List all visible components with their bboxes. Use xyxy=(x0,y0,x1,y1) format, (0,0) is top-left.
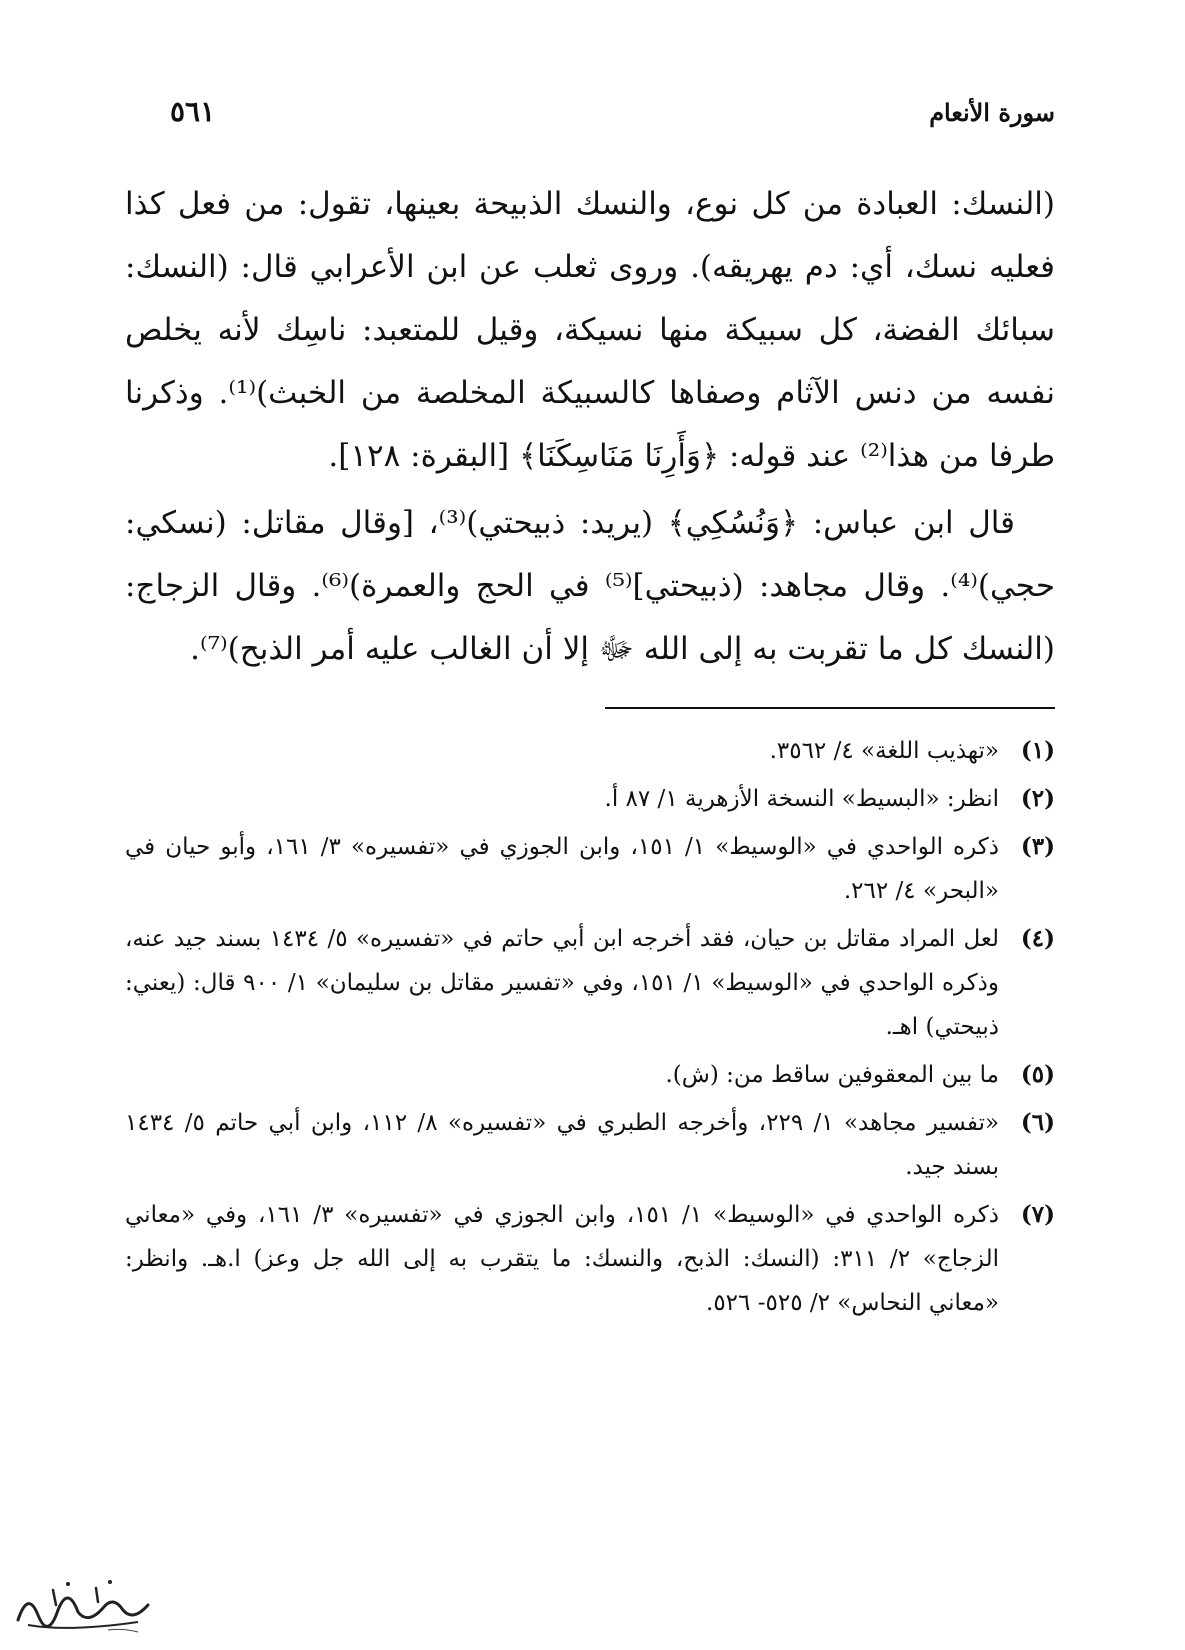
footnote xyxy=(125,777,1055,821)
footnote-number: (٢) xyxy=(1020,785,1055,812)
footnote-text: «تفسير مجاهد» ١/ ٢٢٩، وأخرجه الطبري في «تفسيره» ٨/ ١١٢، وابن أبي حاتم ٥/ ١٤٣٤ بسند جيد. xyxy=(125,1110,1000,1180)
footnote xyxy=(125,1101,1055,1189)
page-number: ٥٦١ xyxy=(170,95,216,128)
footnote-text: انظر: «البسيط» النسخة الأزهرية ١/ ٨٧ أ. xyxy=(604,786,999,812)
book-page xyxy=(125,95,1055,1329)
surah-title: سورة الأنعام xyxy=(929,98,1055,127)
footnote-text: لعل المراد مقاتل بن حيان، فقد أخرجه ابن أبي حاتم في «تفسيره» ٥/ ١٤٣٤ بسند جيد عنه، وذكره الواحدي في «الوسيط» ١/ ١٥١، وفي «تفسير مقاتل بن سليمان» ١/ ٩٠٠ قال: (يعني: ذبيحتي) اهـ. xyxy=(125,926,1000,1040)
calligraphy-logo-graphic xyxy=(8,1570,158,1640)
footnote xyxy=(125,825,1055,913)
footnote-text: ما بين المعقوفين ساقط من: (ش). xyxy=(665,1062,999,1088)
footnote xyxy=(125,1193,1055,1325)
footnote-number: (٣) xyxy=(1020,833,1055,860)
footnote-number: (٦) xyxy=(1020,1109,1055,1136)
page-header xyxy=(125,95,1055,145)
footnote xyxy=(125,1053,1055,1097)
footnote-text: ذكره الواحدي في «الوسيط» ١/ ١٥١، وابن الجوزي في «تفسيره» ٣/ ١٦١، وأبو حيان في «البحر» ٤/ ٢٦٢. xyxy=(125,834,999,904)
footnotes xyxy=(125,729,1055,1325)
paragraph-2: قال ابن عباس: ﴿وَنُسُكِي﴾ (يريد: ذبيحتي)⁽³⁾، [وقال مقاتل: (نسكي: حجي)⁽⁴⁾. وقال مجاهد: (ذبيحتي]⁽⁵⁾ في الحج والعمرة)⁽⁶⁾. وقال الزجاج: (النسك كل ما تقربت به إلى الله ﷻ إلا أن الغالب عليه أمر الذبح)⁽⁷⁾. xyxy=(125,505,1055,667)
footnote-number: (٧) xyxy=(1020,1201,1055,1228)
calligraphy-logo-icon xyxy=(8,1570,158,1640)
main-text xyxy=(125,173,1055,681)
footnote-number: (٤) xyxy=(1020,925,1055,952)
footnote-text: ذكره الواحدي في «الوسيط» ١/ ١٥١، وابن الجوزي في «تفسيره» ٣/ ١٦١، وفي «معاني الزجاج» ٢/ ٣١١: (النسك: الذبح، والنسك: ما يتقرب به إلى الله جل وعز) ا.هـ. وانظر: «معاني النحاس» ٢/ ٥٢٥- ٥٢٦. xyxy=(125,1202,1000,1316)
footnote-number: (٥) xyxy=(1020,1061,1055,1088)
footnote xyxy=(125,729,1055,773)
footnote xyxy=(125,917,1055,1049)
paragraph-1: (النسك: العبادة من كل نوع، والنسك الذبيحة بعينها، تقول: من فعل كذا فعليه نسك، أي: دم يهريقه). وروى ثعلب عن ابن الأعرابي قال: (النسك: سبائك الفضة، كل سبيكة منها نسيكة، وقيل للمتعبد: ناسِك لأنه يخلص نفسه من دنس الآثام وصفاها كالسبيكة المخلصة من الخبث)⁽¹⁾. وذكرنا طرفا من هذا⁽²⁾ عند قوله: ﴿وَأَرِنَا مَنَاسِكَنَا﴾ [البقرة: ١٢٨]. xyxy=(125,186,1055,474)
footnote-number: (١) xyxy=(1020,737,1055,764)
footnote-text: «تهذيب اللغة» ٤/ ٣٥٦٢. xyxy=(769,738,999,764)
footnote-separator xyxy=(605,707,1055,709)
